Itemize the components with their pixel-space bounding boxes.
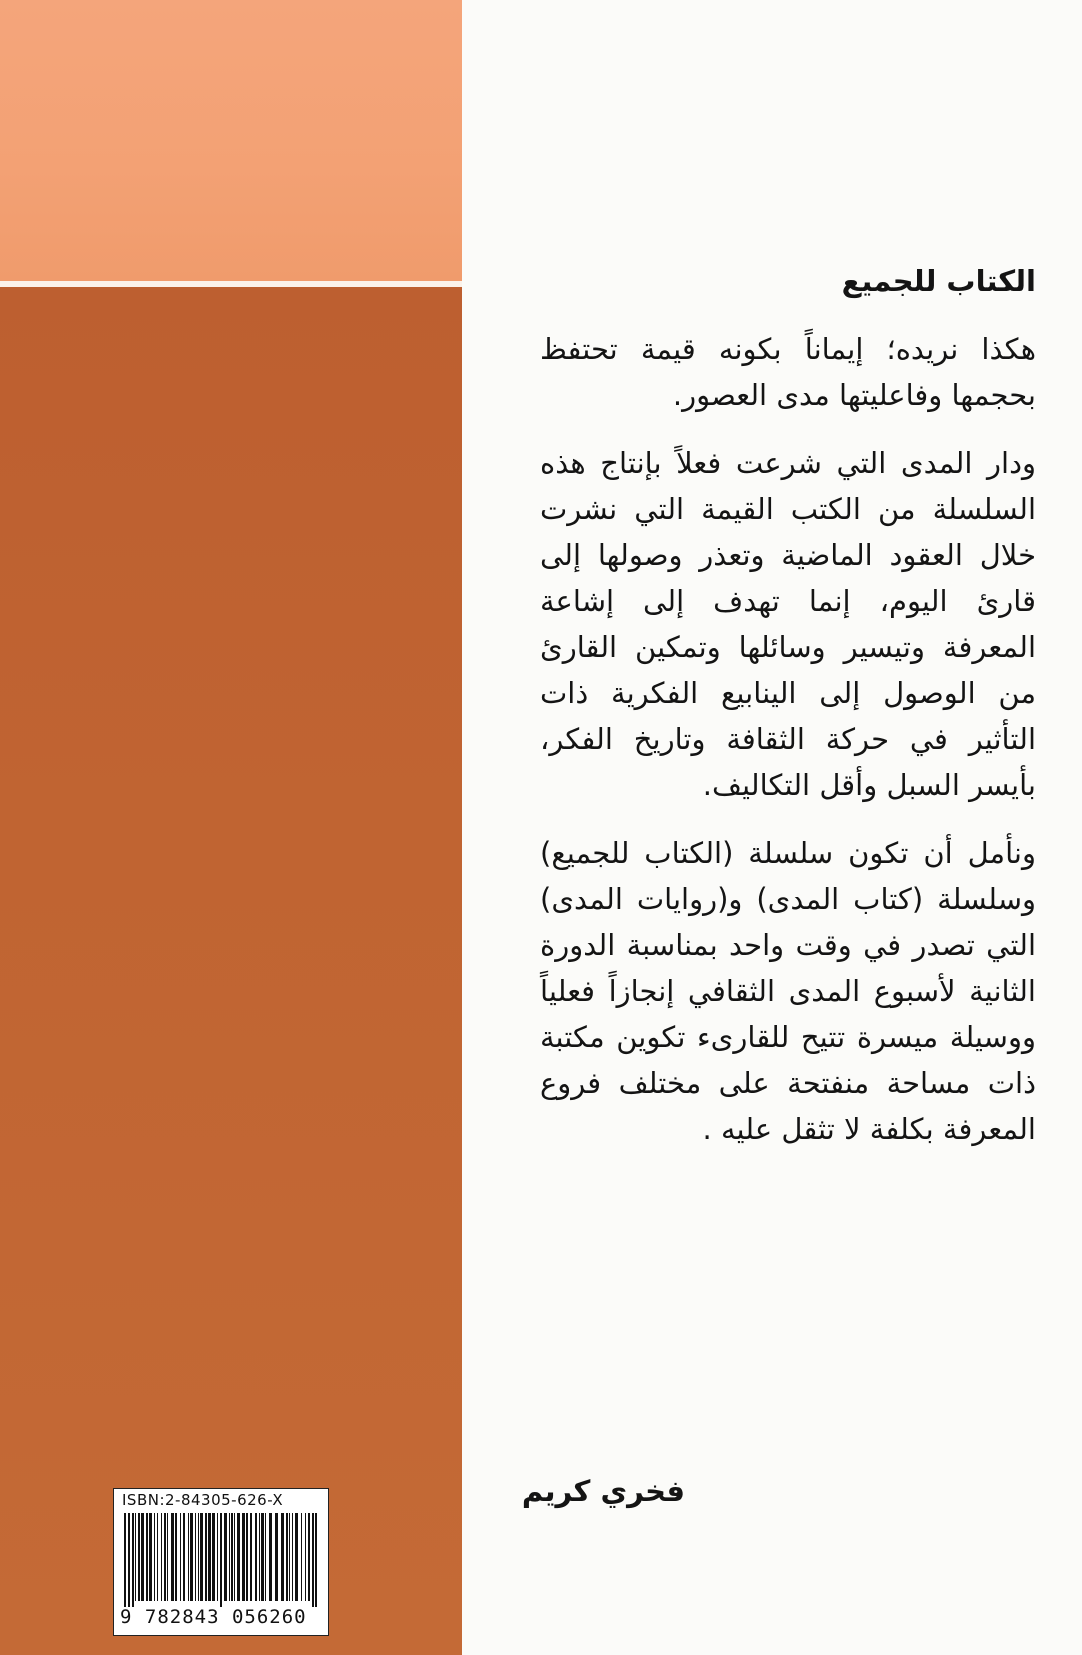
barcode-icon — [122, 1513, 320, 1607]
series-title: الكتاب للجميع — [841, 264, 1036, 298]
rust-color-block — [0, 287, 462, 1655]
paragraph-intro: هكذا نريده؛ إيماناً بكونه قيمة تحتفظ بحجمها وفاعليتها مدى العصور. — [540, 332, 1036, 412]
author-signature: فخري كريم — [521, 1474, 685, 1508]
barcode-number: 9 782843 056260 — [120, 1606, 307, 1628]
back-cover-text — [540, 258, 1036, 1174]
isbn-barcode — [113, 1488, 329, 1636]
peach-color-block — [0, 0, 462, 281]
paragraph-publisher: ودار المدى التي شرعت فعلاً بإنتاج هذه السلسلة من الكتب القيمة التي نشرت خلال العقود الماضية وتعذر وصولها إلى قارئ اليوم، إنما تهدف إلى إشاعة المعرفة وتيسير وسائلها وتمكين القارئ من الوصول إلى الينابيع الفكرية ذات التأثير في حركة الثقافة وتاريخ الفكر، بأيسر السبل وأقل التكاليف. — [540, 446, 1036, 802]
paragraph-hope: ونأمل أن تكون سلسلة (الكتاب للجميع) وسلسلة (كتاب المدى) و(روايات المدى) التي تصدر في وقت واحد بمناسبة الدورة الثانية لأسبوع المدى الثقافي إنجازاً فعلياً ووسيلة ميسرة تتيح للقارىء تكوين مكتبة ذات مساحة منفتحة على مختلف فروع المعرفة بكلفة لا تثقل عليه . — [540, 836, 1036, 1146]
isbn-label: ISBN:2-84305-626-X — [122, 1491, 284, 1509]
cover-color-panel — [0, 0, 462, 1655]
